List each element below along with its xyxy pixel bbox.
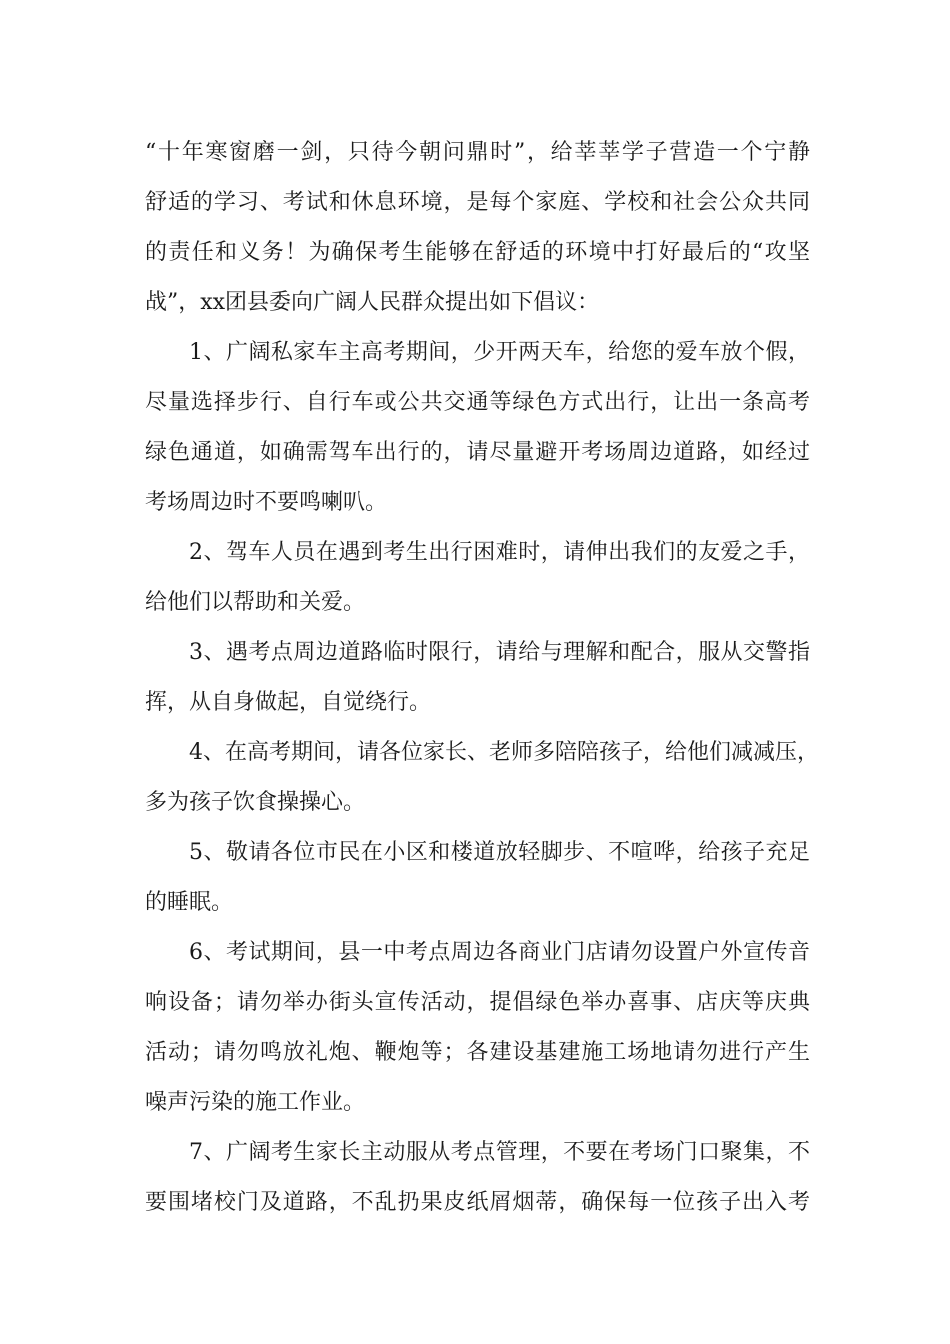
text-line: 舒适的学习、考试和休息环境，是每个家庭、学校和社会公众共同 [145,190,810,215]
text-line: 活动；请勿鸣放礼炮、鞭炮等；各建设基建施工场地请勿进行产生 [145,1040,810,1065]
text-line: 要围堵校门及道路，不乱扔果皮纸屑烟蒂，确保每一位孩子出入考 [145,1190,810,1215]
text-line: 多为孩子饮食操操心。 [145,790,366,815]
text-line: 1、广阔私家车主高考期间，少开两天车，给您的爱车放个假， [189,340,810,365]
text-line: 挥，从自身做起，自觉绕行。 [145,690,432,715]
text-line: 2、驾车人员在遇到考生出行困难时，请伸出我们的友爱之手， [189,540,810,565]
text-line: 5、敬请各位市民在小区和楼道放轻脚步、不喧哗，给孩子充足 [189,840,810,865]
text-line: 的责任和义务！为确保考生能够在舒适的环境中打好最后的“攻坚 [145,240,810,265]
body-text [145,128,819,1228]
text-line: “十年寒窗磨一剑，只待今朝问鼎时”，给莘莘学子营造一个宁静 [145,140,810,165]
text-line: 响设备；请勿举办街头宣传活动，提倡绿色举办喜事、店庆等庆典 [145,990,810,1015]
text-line: 考场周边时不要鸣喇叭。 [145,490,388,515]
text-line: 绿色通道，如确需驾车出行的，请尽量避开考场周边道路，如经过 [145,440,810,465]
text-line: 6、考试期间，县一中考点周边各商业门店请勿设置户外宣传音 [189,940,810,965]
text-line: 噪声污染的施工作业。 [145,1090,366,1115]
text-line: 3、遇考点周边道路临时限行，请给与理解和配合，服从交警指 [189,640,810,665]
text-line: 尽量选择步行、自行车或公共交通等绿色方式出行，让出一条高考 [145,390,810,415]
text-line: 4、在高考期间，请各位家长、老师多陪陪孩子，给他们减减压， [189,740,819,765]
text-line: 的睡眠。 [145,890,234,915]
text-line: 给他们以帮助和关爱。 [145,590,366,615]
text-line: 7、广阔考生家长主动服从考点管理，不要在考场门口聚集，不 [189,1140,810,1165]
text-line: 战”，xx团县委向广阔人民群众提出如下倡议： [145,290,600,315]
